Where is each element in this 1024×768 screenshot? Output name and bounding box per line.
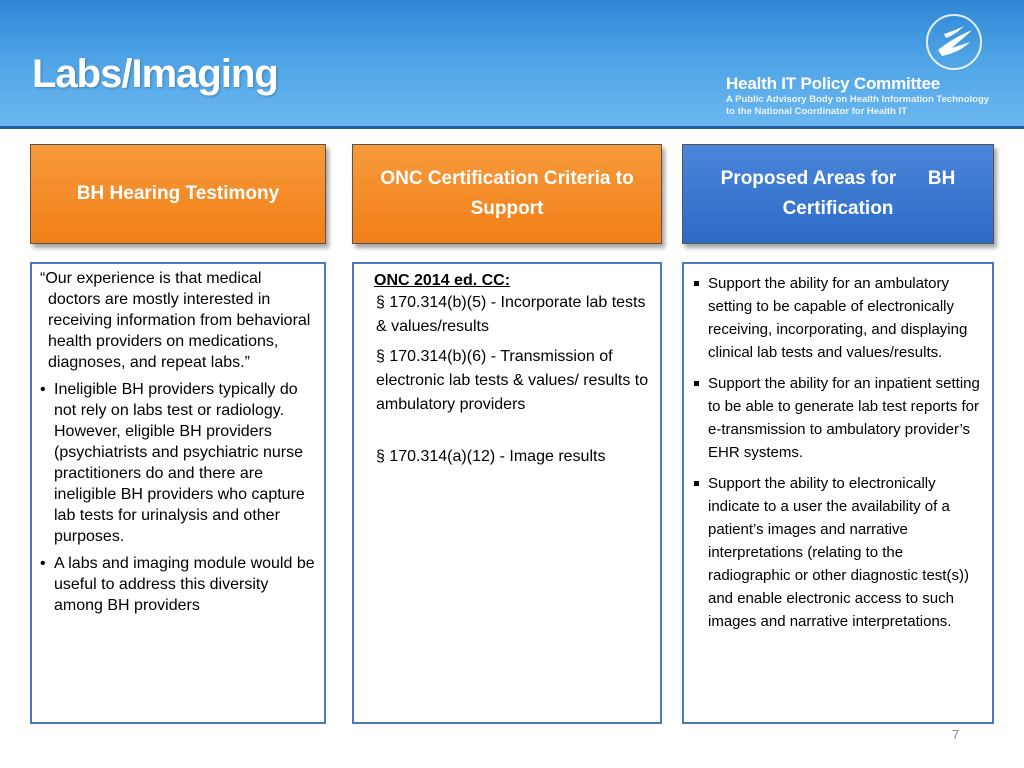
list-item: § 170.314(a)(12) - Image results (376, 448, 606, 465)
header-onc-criteria (352, 144, 662, 244)
proposed-bullets (692, 272, 984, 633)
onc-subheading: ONC 2014 ed. CC: (374, 272, 511, 289)
logo-subtitle-line1: A Public Advisory Body on Health Information Technology (726, 94, 990, 105)
testimony-quote: “Our experience is that medical doctors are mostly interested in receiving information from behavioral health providers on medications, diagnoses, and repeat labs.” (40, 270, 311, 371)
proposed-areas-panel (682, 262, 994, 724)
logo-name: Health IT Policy Committee (726, 74, 940, 93)
list-item: § 170.314(b)(6) - Transmission of electronic lab tests & values/ results to ambulatory providers (376, 348, 649, 413)
list-item: Support the ability to electronically indicate to a user the availability of a patient’s images and narrative interpretations (relating to the radiographic or other diagnostic test(s)) and enable electronic access to such images and narrative interpretations. (692, 472, 984, 633)
bh-testimony-panel (30, 262, 326, 724)
list-item: • Ineligible BH providers typically do not rely on labs test or radiology. However, eligible BH providers (psychiatrists and psychiatric nurse practitioners do and there are ineligible BH providers who capture lab tests for urinalysis and other purposes. (40, 379, 316, 547)
testimony-bullets (40, 379, 316, 616)
onc-criteria-panel (352, 262, 662, 724)
title-banner (0, 0, 1024, 128)
list-item: Support the ability for an ambulatory setting to be capable of electronically receiving, incorporating, and displaying clinical lab tests and values/results. (692, 272, 984, 364)
logo-subtitle-line2: to the National Coordinator for Health IT (726, 106, 908, 117)
hhs-eagle-icon (918, 12, 990, 72)
header-label: ONC Certification Criteria to Support (380, 168, 634, 219)
header-label: BH Hearing Testimony (76, 183, 280, 204)
health-it-logo (726, 74, 989, 118)
banner-divider (0, 126, 1024, 129)
header-proposed-areas (682, 144, 994, 244)
list-item: § 170.314(b)(5) - Incorporate lab tests & values/results (376, 294, 646, 335)
list-item: • A labs and imaging module would be useful to address this diversity among BH providers (40, 553, 316, 616)
slide-title: Labs/Imaging (32, 52, 278, 96)
page-number: 7 (952, 727, 960, 742)
criteria-list (364, 291, 652, 469)
list-item: Support the ability for an inpatient setting to be able to generate lab test reports for e-transmission to ambulatory provider’s EHR systems. (692, 372, 984, 464)
header-bh-hearing-testimony (30, 144, 326, 244)
header-label: Proposed Areas for BH Certification (720, 168, 961, 219)
